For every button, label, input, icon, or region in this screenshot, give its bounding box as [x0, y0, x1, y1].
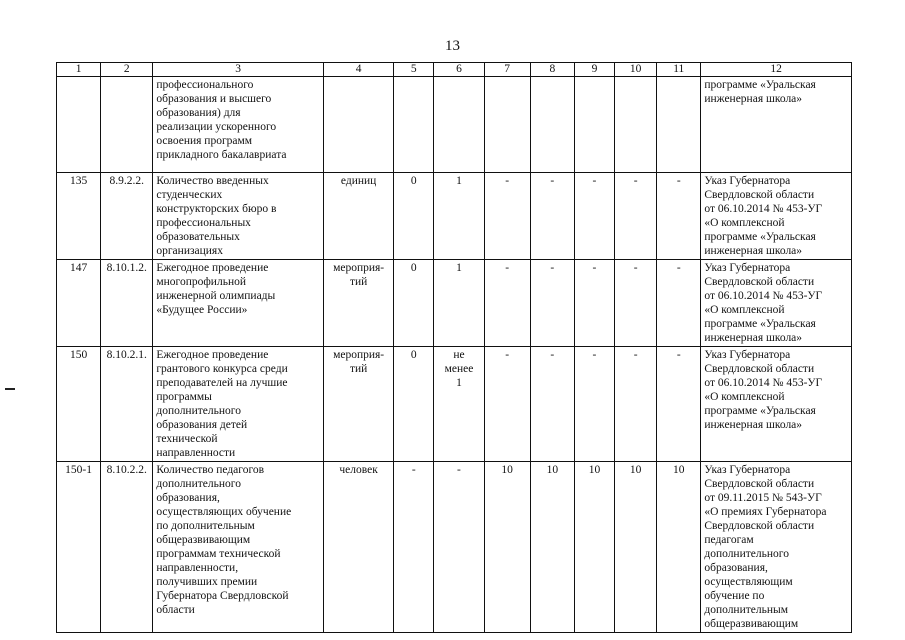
value-cell: 0	[394, 173, 434, 260]
value-cell	[615, 77, 657, 173]
value-cell: 1	[434, 260, 484, 347]
value-cell: -	[484, 173, 530, 260]
header-cell: 6	[434, 63, 484, 77]
code-cell: 8.10.1.2.	[101, 260, 153, 347]
value-cell: 0	[394, 260, 434, 347]
source-cell: Указ Губернатора Свердловской области от 09.11.2015 № 543-УГ «О премиях Губернатора Свердловской области педагогам дополнительного образования, осуществляющим обучение по дополнительным общеразвивающим	[701, 462, 852, 633]
header-cell: 3	[153, 63, 324, 77]
row-number-cell: 150-1	[57, 462, 101, 633]
indicator-name-cell: Ежегодное проведение грантового конкурса среди преподавателей на лучшие программы дополнительного образования детей технической направленности	[153, 347, 324, 462]
value-cell	[434, 77, 484, 173]
header-cell: 8	[530, 63, 574, 77]
header-cell: 5	[394, 63, 434, 77]
value-cell: -	[574, 260, 614, 347]
value-cell	[657, 77, 701, 173]
source-cell: программе «Уральская инженерная школа»	[701, 77, 852, 173]
value-cell: 10	[615, 462, 657, 633]
value-cell: -	[574, 347, 614, 462]
value-cell: -	[394, 462, 434, 633]
table-row	[57, 462, 852, 633]
code-cell	[101, 77, 153, 173]
table-header-row	[57, 63, 852, 77]
value-cell: 10	[574, 462, 614, 633]
page-number: 13	[445, 38, 460, 54]
header-cell: 1	[57, 63, 101, 77]
value-cell: -	[657, 173, 701, 260]
value-cell: -	[615, 347, 657, 462]
value-cell: не менее 1	[434, 347, 484, 462]
value-cell: 10	[530, 462, 574, 633]
value-cell: -	[530, 347, 574, 462]
value-cell: -	[657, 260, 701, 347]
header-cell: 10	[615, 63, 657, 77]
header-cell: 11	[657, 63, 701, 77]
header-cell: 4	[323, 63, 393, 77]
header-cell: 9	[574, 63, 614, 77]
value-cell: 0	[394, 347, 434, 462]
source-cell: Указ Губернатора Свердловской области от 06.10.2014 № 453-УГ «О комплексной программе «Уральская инженерная школа»	[701, 260, 852, 347]
value-cell: -	[434, 462, 484, 633]
header-cell: 2	[101, 63, 153, 77]
margin-mark	[5, 388, 15, 390]
source-cell: Указ Губернатора Свердловской области от 06.10.2014 № 453-УГ «О комплексной программе «Уральская инженерная школа»	[701, 347, 852, 462]
unit-cell: человек	[323, 462, 393, 633]
indicator-name-cell: Ежегодное проведение многопрофильной инженерной олимпиады «Будущее России»	[153, 260, 324, 347]
value-cell: -	[615, 173, 657, 260]
unit-cell: мероприя- тий	[323, 347, 393, 462]
value-cell	[394, 77, 434, 173]
table-row	[57, 347, 852, 462]
value-cell	[484, 77, 530, 173]
table-row	[57, 260, 852, 347]
row-number-cell: 147	[57, 260, 101, 347]
indicators-table	[56, 62, 852, 633]
code-cell: 8.10.2.2.	[101, 462, 153, 633]
value-cell	[530, 77, 574, 173]
header-cell: 12	[701, 63, 852, 77]
value-cell: -	[615, 260, 657, 347]
header-cell: 7	[484, 63, 530, 77]
value-cell: -	[484, 260, 530, 347]
value-cell: 1	[434, 173, 484, 260]
value-cell: -	[657, 347, 701, 462]
table-row	[57, 77, 852, 173]
row-number-cell	[57, 77, 101, 173]
indicator-name-cell: Количество педагогов дополнительного образования, осуществляющих обучение по дополнительным общеразвивающим программам технической направленности, получивших премии Губернатора Свердловской области	[153, 462, 324, 633]
value-cell: -	[484, 347, 530, 462]
value-cell	[574, 77, 614, 173]
source-cell: Указ Губернатора Свердловской области от 06.10.2014 № 453-УГ «О комплексной программе «Уральская инженерная школа»	[701, 173, 852, 260]
unit-cell: мероприя- тий	[323, 260, 393, 347]
table-row	[57, 173, 852, 260]
value-cell: -	[574, 173, 614, 260]
value-cell: 10	[657, 462, 701, 633]
value-cell: -	[530, 260, 574, 347]
value-cell: -	[530, 173, 574, 260]
code-cell: 8.9.2.2.	[101, 173, 153, 260]
value-cell: 10	[484, 462, 530, 633]
unit-cell	[323, 77, 393, 173]
code-cell: 8.10.2.1.	[101, 347, 153, 462]
row-number-cell: 150	[57, 347, 101, 462]
row-number-cell: 135	[57, 173, 101, 260]
indicator-name-cell: Количество введенных студенческих конструкторских бюро в профессиональных образовательных организациях	[153, 173, 324, 260]
indicator-name-cell: профессионального образования и высшего образования) для реализации ускоренного освоения программ прикладного бакалавриата	[153, 77, 324, 173]
unit-cell: единиц	[323, 173, 393, 260]
